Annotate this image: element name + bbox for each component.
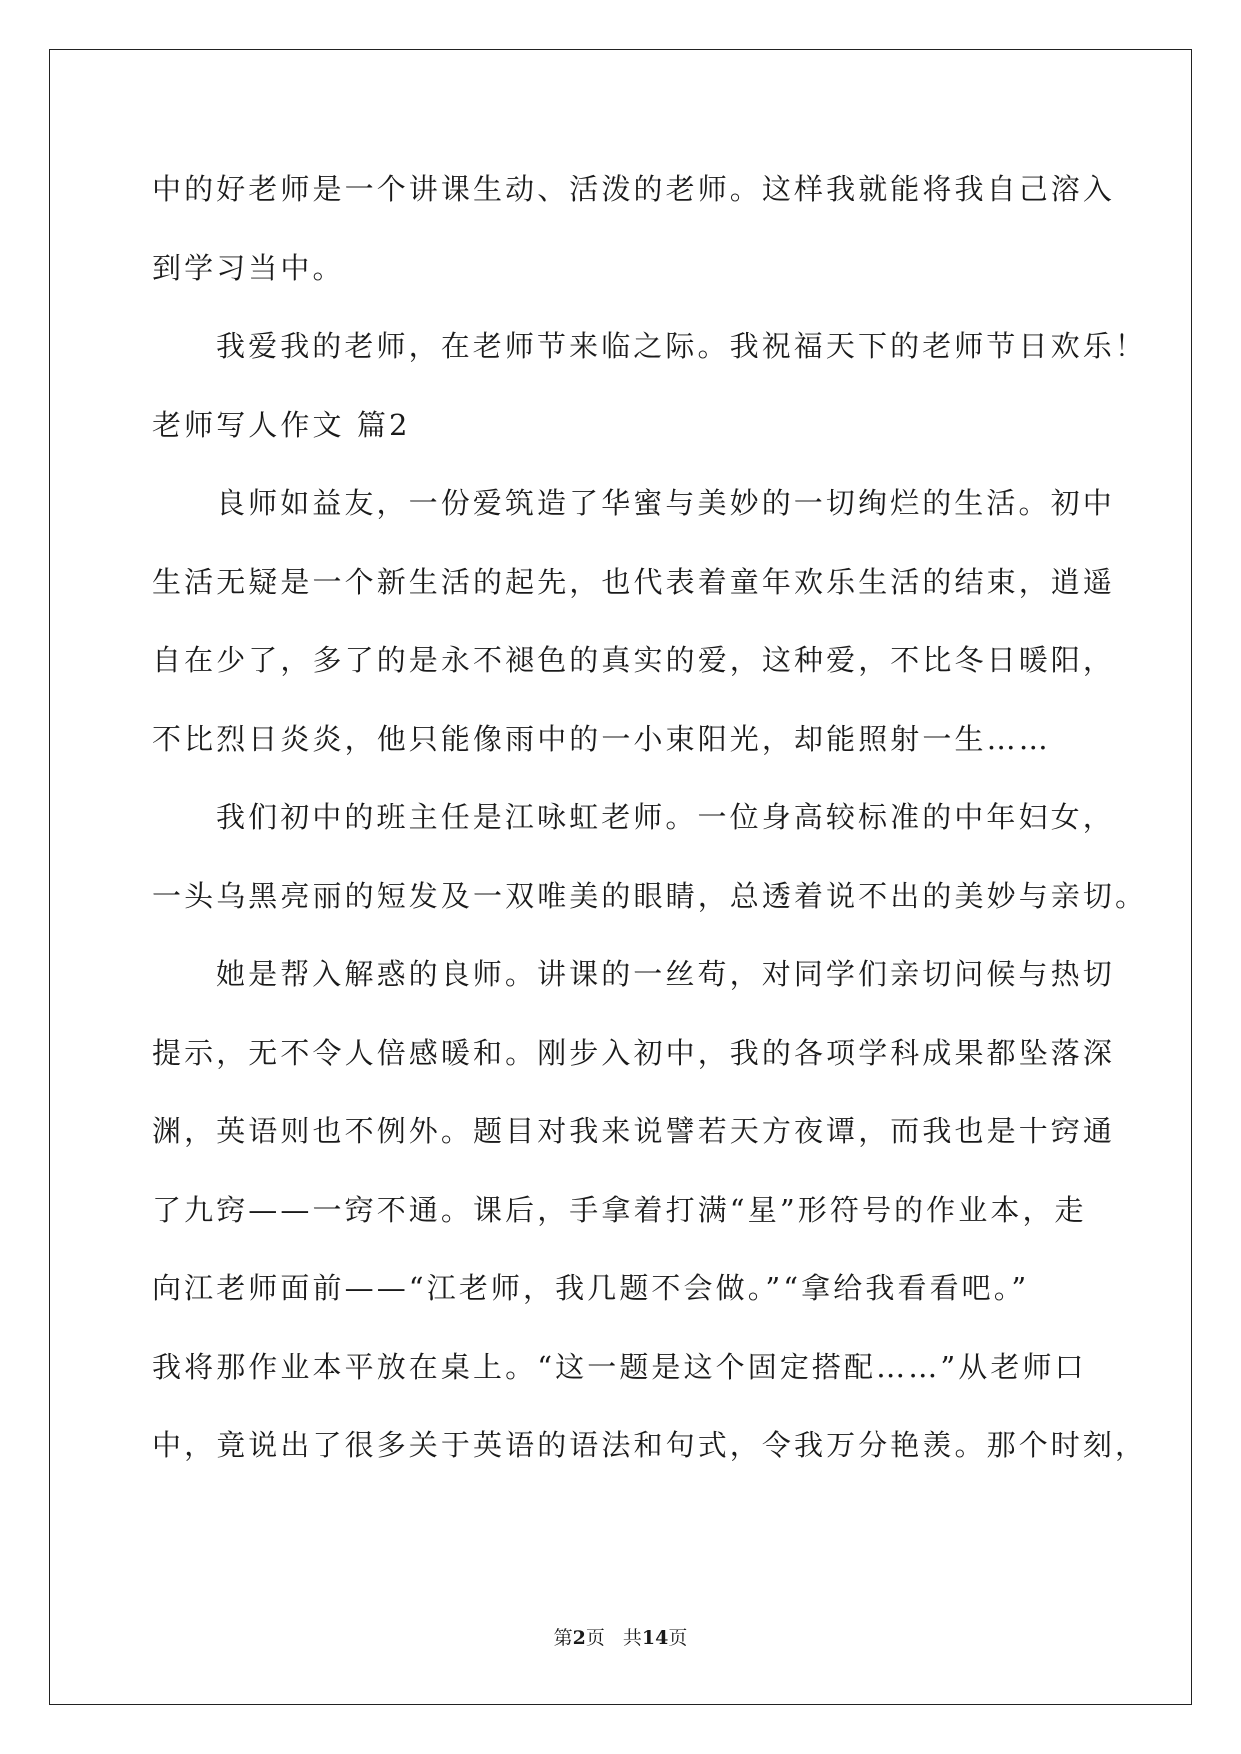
text-line: 良师如益友，一份爱筑造了华蜜与美妙的一切绚烂的生活。初中 [216, 486, 1115, 520]
text-line: 中的好老师是一个讲课生动、活泼的老师。这样我就能将我自己溶入 [152, 172, 1116, 206]
current-page-number: 2 [572, 1627, 586, 1649]
text-line: 我将那作业本平放在桌上。“这一题是这个固定搭配……”从老师口 [152, 1349, 1087, 1384]
text-line: 中，竟说出了很多关于英语的语法和句式，令我万分艳羡。那个时刻， [152, 1428, 1148, 1462]
text-line: 到学习当中。 [152, 250, 345, 285]
document-body [152, 160, 1148, 1495]
text-line: 不比烈日炎炎，他只能像雨中的一小束阳光，却能照射一生…… [152, 721, 1051, 756]
text-line: 她是帮入解惑的良师。讲课的一丝苟，对同学们亲切问候与热切 [216, 957, 1115, 991]
page-footer [0, 1626, 1241, 1650]
text-line: 提示，无不令人倍感暖和。刚步入初中，我的各项学科成果都坠落深 [152, 1035, 1116, 1070]
text-line: 老师写人作文 篇2 [152, 407, 411, 442]
text-line: 我们初中的班主任是江咏虹老师。一位身高较标准的中年妇女， [216, 800, 1115, 834]
text-line: 向江老师面前——“江老师，我几题不会做。”“拿给我看看吧。” [152, 1271, 1030, 1305]
footer-page-suffix: 页 [585, 1627, 605, 1649]
text-line: 一头乌黑亮丽的短发及一双唯美的眼睛，总透着说不出的美妙与亲切。 [152, 878, 1148, 913]
footer-total-prefix: 共 [622, 1627, 642, 1649]
text-line: 生活无疑是一个新生活的起先，也代表着童年欢乐生活的结束，逍遥 [152, 564, 1116, 599]
total-pages-number: 14 [641, 1627, 669, 1649]
text-line: 渊，英语则也不例外。题目对我来说譬若天方夜谭，而我也是十窍通 [152, 1114, 1116, 1148]
text-line: 了九窍——一窍不通。课后，手拿着打满“星”形符号的作业本，走 [152, 1192, 1087, 1227]
text-line: 我爱我的老师，在老师节来临之际。我祝福天下的老师节日欢乐！ [216, 329, 1147, 363]
text-line: 自在少了，多了的是永不褪色的真实的爱，这种爱，不比冬日暖阳， [152, 643, 1116, 677]
footer-prefix: 第 [553, 1627, 573, 1649]
footer-total-suffix: 页 [668, 1627, 688, 1649]
